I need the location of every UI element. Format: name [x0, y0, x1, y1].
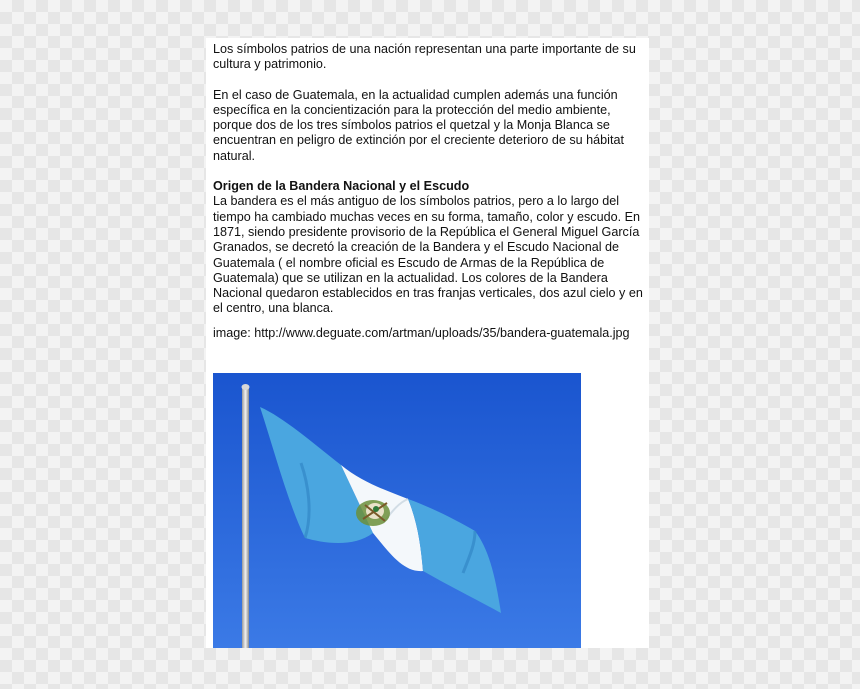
flag-photo: [213, 373, 581, 648]
coat-of-arms-icon: [356, 500, 390, 526]
guatemala-flag-image: [213, 373, 581, 648]
flag-pole: [242, 387, 249, 648]
origin-paragraph: La bandera es el más antiguo de los símbolos patrios, pero a lo largo del tiempo ha cambiado muchas veces en su forma, tamaño, color y escudo. En 1871, siendo presidente provisorio de la República el General Miguel García Granados, se decretó la creación de la Bandera y el Escudo Nacional de Guatemala ( el nombre oficial es Escudo de Armas de la República de Guatemala) que se utilizan en la actualidad. Los colores de la Bandera Nacional quedaron establecidos en tras franjas verticales, dos azul cielo y en el centro, una blanca.: [213, 194, 643, 316]
intro-paragraph: Los símbolos patrios de una nación representan una parte importante de su cultura y patrimonio.: [213, 42, 636, 72]
pole-finial: [242, 384, 250, 390]
spacer: [213, 73, 649, 88]
image-caption: image: http://www.deguate.com/artman/uploads/35/bandera-guatemala.jpg: [213, 325, 630, 340]
spacer: [213, 164, 649, 179]
spacer: [213, 317, 649, 326]
context-paragraph: En el caso de Guatemala, en la actualidad cumplen además una función específica en la concientización para la protección del medio ambiente, porque dos de los tres símbolos patrios el quetzal y la Monja Blanca se encuentran en peligro de extinción por el creciente deterioro de su hábitat natural.: [213, 87, 624, 163]
document-page: [206, 38, 649, 648]
section-heading: Origen de la Bandera Nacional y el Escudo: [213, 179, 470, 194]
document-text: [213, 42, 649, 341]
